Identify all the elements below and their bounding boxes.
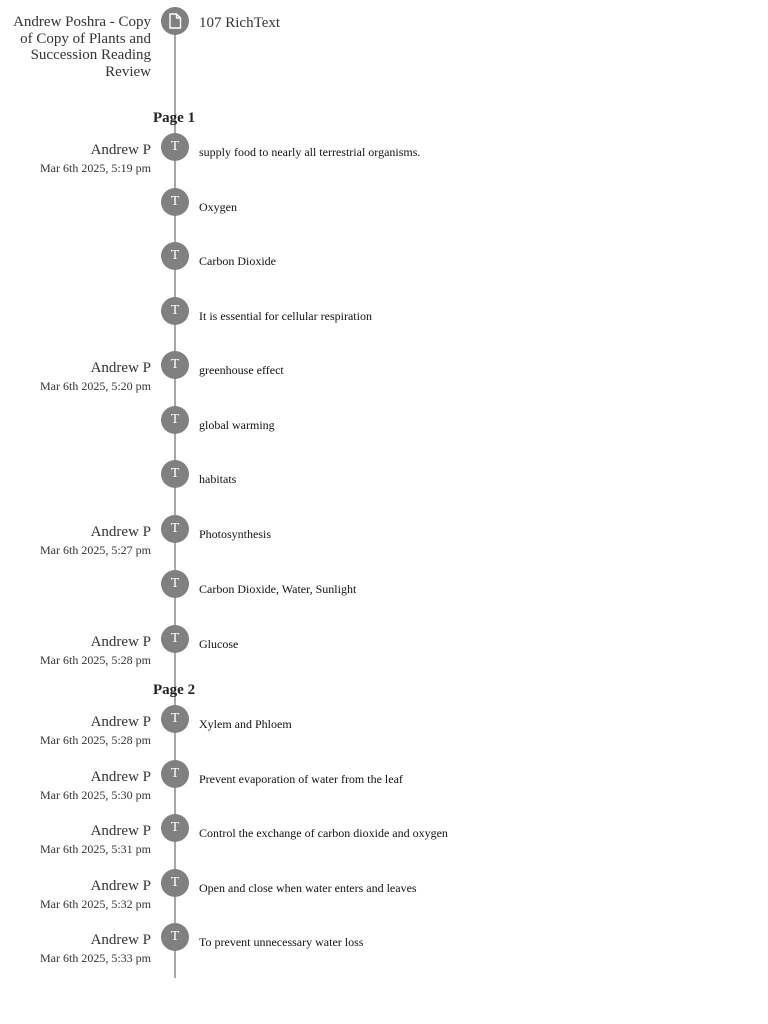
timeline-entry[interactable] [0, 242, 768, 282]
entry-timestamp: Mar 6th 2025, 5:28 pm [40, 733, 151, 747]
timeline-entry[interactable] [0, 760, 768, 800]
entry-timestamp: Mar 6th 2025, 5:32 pm [40, 897, 151, 911]
entry-text: Carbon Dioxide [199, 254, 276, 268]
entry-text: Control the exchange of carbon dioxide and oxygen [199, 826, 448, 840]
text-node-icon: T [161, 923, 189, 951]
text-node-icon: T [161, 242, 189, 270]
timeline-entry[interactable] [0, 133, 768, 173]
text-node-icon: T [161, 625, 189, 653]
entry-text: Open and close when water enters and leaves [199, 881, 417, 895]
entry-author: Andrew P [90, 360, 151, 376]
text-node-icon: T [161, 814, 189, 842]
entry-text: Xylem and Phloem [199, 717, 292, 731]
timeline-entry[interactable] [0, 625, 768, 665]
text-node-icon: T [161, 570, 189, 598]
entry-author: Andrew P [90, 769, 151, 785]
text-node-icon: T [161, 188, 189, 216]
entry-author: Andrew P [90, 932, 151, 948]
entry-text: Glucose [199, 637, 239, 651]
text-node-icon: T [161, 297, 189, 325]
text-node-icon: T [161, 133, 189, 161]
entry-timestamp: Mar 6th 2025, 5:19 pm [40, 161, 151, 175]
timeline-entry[interactable] [0, 515, 768, 555]
entry-author: Andrew P [90, 714, 151, 730]
document-type-label: 107 RichText [199, 15, 281, 31]
entry-timestamp: Mar 6th 2025, 5:30 pm [40, 788, 151, 802]
entry-timestamp: Mar 6th 2025, 5:31 pm [40, 842, 151, 856]
entry-timestamp: Mar 6th 2025, 5:27 pm [40, 543, 151, 557]
text-node-icon: T [161, 760, 189, 788]
timeline-entry[interactable] [0, 460, 768, 500]
entry-timestamp: Mar 6th 2025, 5:33 pm [40, 951, 151, 965]
entry-author: Andrew P [90, 634, 151, 650]
page-label-1: Page 1 [153, 110, 196, 126]
entry-timestamp: Mar 6th 2025, 5:28 pm [40, 653, 151, 667]
timeline-entry[interactable] [0, 923, 768, 963]
entry-text: global warming [199, 418, 275, 432]
page-label-2: Page 2 [153, 682, 196, 698]
entry-author: Andrew P [90, 142, 151, 158]
entry-author: Andrew P [90, 524, 151, 540]
entry-text: supply food to nearly all terrestrial organisms. [199, 145, 421, 159]
timeline-entry[interactable] [0, 570, 768, 610]
timeline-entry[interactable] [0, 869, 768, 909]
entry-text: greenhouse effect [199, 363, 284, 377]
text-node-icon: T [161, 705, 189, 733]
document-icon [161, 7, 189, 35]
entry-timestamp: Mar 6th 2025, 5:20 pm [40, 379, 151, 393]
timeline-entry[interactable] [0, 705, 768, 745]
entry-text: To prevent unnecessary water loss [199, 935, 364, 949]
text-node-icon: T [161, 351, 189, 379]
timeline-entry[interactable] [0, 297, 768, 337]
entry-text: It is essential for cellular respiration [199, 309, 372, 323]
text-node-icon: T [161, 460, 189, 488]
entry-text: Prevent evaporation of water from the leaf [199, 772, 403, 786]
document-title: Andrew Poshra - Copy of Copy of Plants and Succession Reading Review [13, 14, 151, 80]
entry-author: Andrew P [90, 823, 151, 839]
entry-text: Carbon Dioxide, Water, Sunlight [199, 582, 357, 596]
text-node-icon: T [161, 406, 189, 434]
entry-text: Photosynthesis [199, 527, 272, 541]
timeline-entry[interactable] [0, 188, 768, 228]
text-node-icon: T [161, 869, 189, 897]
timeline-entry[interactable] [0, 351, 768, 391]
entry-text: habitats [199, 472, 237, 486]
timeline-entry[interactable] [0, 406, 768, 446]
entry-author: Andrew P [90, 878, 151, 894]
entry-text: Oxygen [199, 200, 237, 214]
timeline-entry[interactable] [0, 814, 768, 854]
text-node-icon: T [161, 515, 189, 543]
